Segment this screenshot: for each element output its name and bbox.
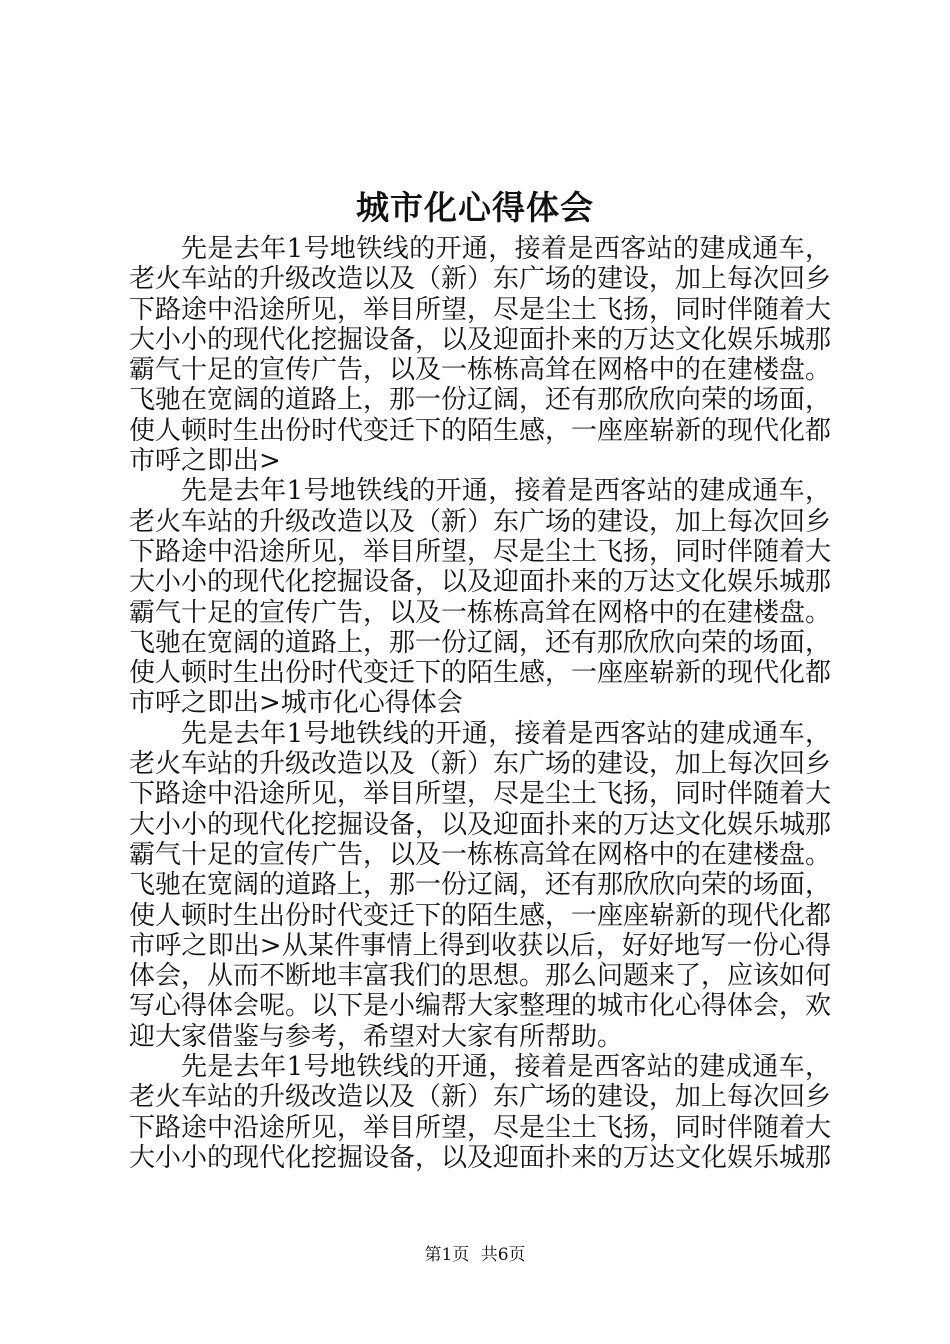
page-number: 第1页 bbox=[424, 1245, 470, 1265]
paragraph-1: 先是去年1号地铁线的开通，接着是西客站的建成通车，老火车站的升级改造以及（新）东广场的建设，加上每次回乡下路途中沿途所见，举目所望，尽是尘土飞扬，同时伴随着大大小小的现代化挖掘设备，以及迎面扑来的万达文化娱乐城那霸气十足的宣传广告，以及一栋栋高耸在网格中的在建楼盘。飞驰在宽阔的道路上，那一份辽阔，还有那欣欣向荣的场面，使人顿时生出份时代变迁下的陌生感，一座座崭新的现代化都市呼之即出> bbox=[129, 234, 831, 477]
paragraph-2: 先是去年1号地铁线的开通，接着是西客站的建成通车，老火车站的升级改造以及（新）东广场的建设，加上每次回乡下路途中沿途所见，举目所望，尽是尘土飞扬，同时伴随着大大小小的现代化挖掘设备，以及迎面扑来的万达文化娱乐城那霸气十足的宣传广告，以及一栋栋高耸在网格中的在建楼盘。飞驰在宽阔的道路上，那一份辽阔，还有那欣欣向荣的场面，使人顿时生出份时代变迁下的陌生感，一座座崭新的现代化都市呼之即出>城市化心得体会 bbox=[129, 476, 831, 719]
document-body bbox=[129, 234, 831, 1194]
page-total: 共6页 bbox=[480, 1245, 526, 1265]
document-title: 城市化心得体会 bbox=[356, 188, 594, 227]
paragraph-4: 先是去年1号地铁线的开通，接着是西客站的建成通车，老火车站的升级改造以及（新）东广场的建设，加上每次回乡下路途中沿途所见，举目所望，尽是尘土飞扬，同时伴随着大大小小的现代化挖掘设备，以及迎面扑来的万达文化娱乐城那 bbox=[129, 1052, 831, 1173]
paragraph-3: 先是去年1号地铁线的开通，接着是西客站的建成通车，老火车站的升级改造以及（新）东广场的建设，加上每次回乡下路途中沿途所见，举目所望，尽是尘土飞扬，同时伴随着大大小小的现代化挖掘设备，以及迎面扑来的万达文化娱乐城那霸气十足的宣传广告，以及一栋栋高耸在网格中的在建楼盘。飞驰在宽阔的道路上，那一份辽阔，还有那欣欣向荣的场面，使人顿时生出份时代变迁下的陌生感，一座座崭新的现代化都市呼之即出>从某件事情上得到收获以后，好好地写一份心得体会，从而不断地丰富我们的思想。那么问题来了，应该如何写心得体会呢。以下是小编帮大家整理的城市化心得体会，欢迎大家借鉴与参考，希望对大家有所帮助。 bbox=[129, 718, 831, 1052]
page-footer bbox=[0, 1244, 950, 1266]
